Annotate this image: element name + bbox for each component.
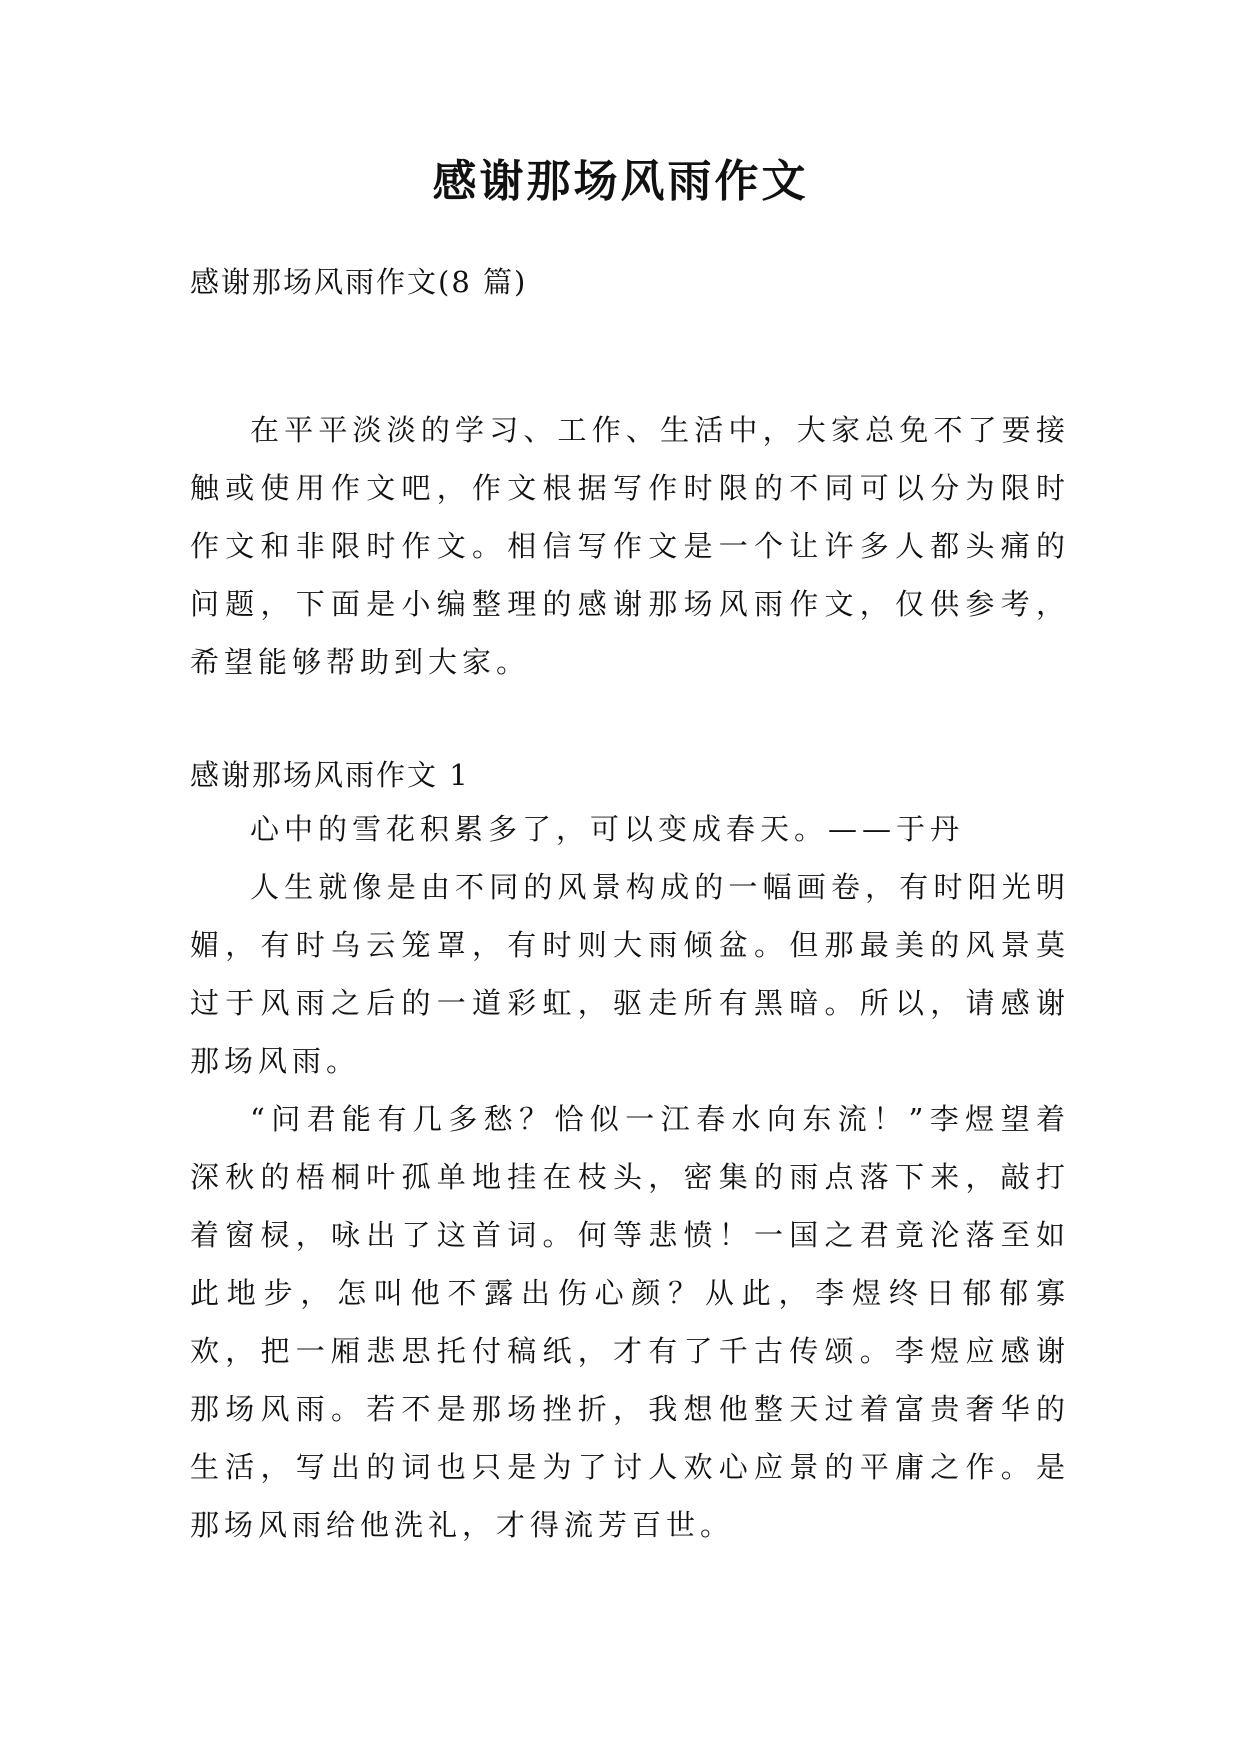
intro-paragraph: 在平平淡淡的学习、工作、生活中，大家总免不了要接触或使用作文吧，作文根据写作时限的不同可以分为限时作文和非限时作文。相信写作文是一个让许多人都头痛的问题，下面是小编整理的感谢那场风雨作文，仅供参考，希望能够帮助到大家。 xyxy=(190,413,1070,679)
essay-paragraph: 人生就像是由不同的风景构成的一幅画卷，有时阳光明媚，有时乌云笼罩，有时则大雨倾盆。但那最美的风景莫过于风雨之后的一道彩虹，驱走所有黑暗。所以，请感谢那场风雨。 xyxy=(190,870,1070,1078)
intro-section xyxy=(190,401,1070,691)
essay-paragraph: 心中的雪花积累多了，可以变成春天。——于丹 xyxy=(250,812,965,846)
page-title: 感谢那场风雨作文 xyxy=(432,156,809,207)
essay-body xyxy=(190,800,1070,1554)
section-heading: 感谢那场风雨作文 1 xyxy=(190,758,470,792)
essay-paragraph: “问君能有几多愁？恰似一江春水向东流！”李煜望着深秋的梧桐叶孤单地挂在枝头，密集的雨点落下来，敲打着窗棂，咏出了这首词。何等悲愤！一国之君竟沦落至如此地步，怎叫他不露出伤心颜？从此，李煜终日郁郁寡欢，把一厢悲思托付稿纸，才有了千古传颂。李煜应感谢那场风雨。若不是那场挫折，我想他整天过着富贵奢华的生活，写出的词也只是为了讨人欢心应景的平庸之作。是那场风雨给他洗礼，才得流芳百世。 xyxy=(190,1102,1070,1542)
document-subtitle: 感谢那场风雨作文(8 篇) xyxy=(190,265,528,299)
